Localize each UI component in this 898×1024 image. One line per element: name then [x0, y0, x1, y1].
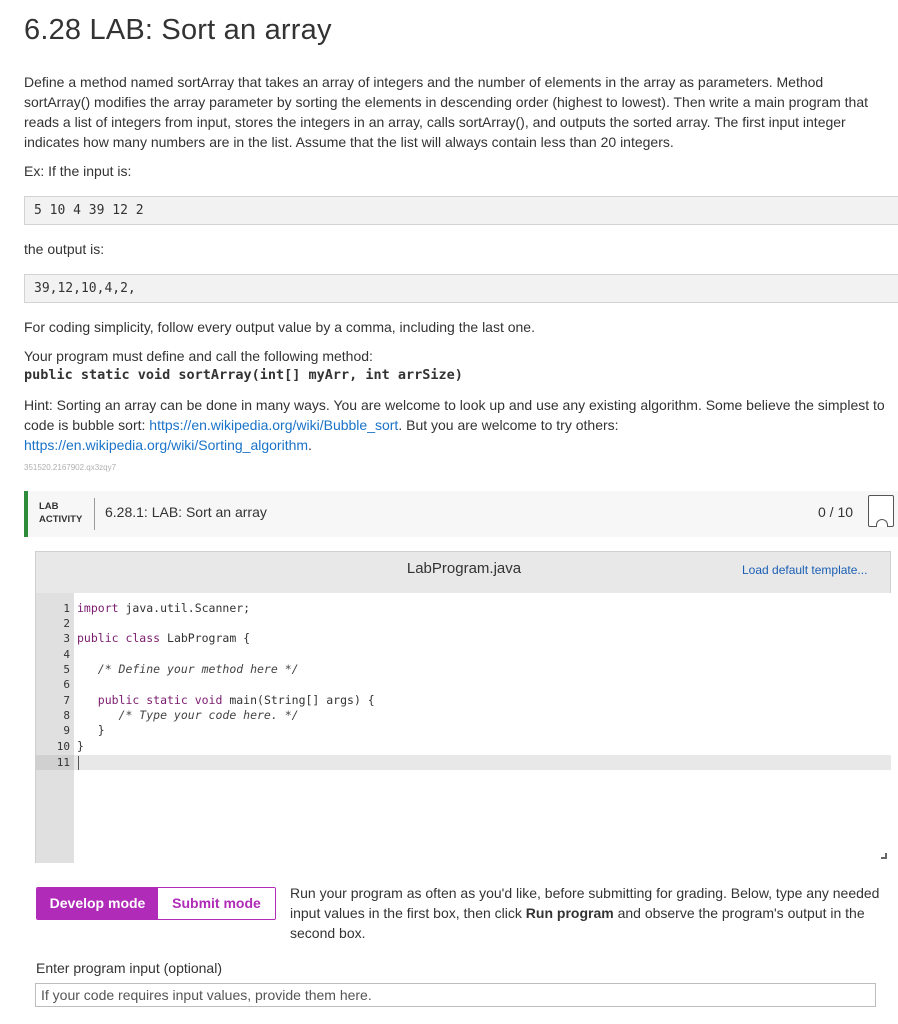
line-number: 6: [63, 678, 70, 691]
code-line: [77, 601, 250, 616]
code-keyword: public static void: [77, 693, 223, 707]
code-line: /* Define your method here */: [77, 662, 299, 676]
load-default-template-link[interactable]: Load default template...: [742, 563, 868, 577]
score-badge-icon: [868, 495, 894, 527]
code-keyword: import: [77, 601, 119, 615]
lab-header-divider: [94, 498, 95, 530]
develop-mode-button[interactable]: Develop mode: [37, 888, 158, 919]
code-editor-panel: [35, 551, 891, 863]
code-line: }: [77, 739, 84, 753]
line-number: 10: [56, 740, 70, 753]
code-text: LabProgram {: [160, 631, 251, 645]
run-help-after: and observe the program's output in the second box.: [290, 905, 865, 941]
comma-note: For coding simplicity, follow every output value by a comma, including the last one.: [24, 319, 535, 335]
activity-id: 351520.2167902.qx3zqy7: [24, 463, 117, 472]
run-help-bold: Run program: [525, 905, 614, 921]
code-line: /* Type your code here. */: [77, 708, 299, 722]
lab-activity-header: [24, 491, 898, 537]
line-number: 4: [63, 648, 70, 661]
code-keyword: public class: [77, 631, 161, 645]
method-intro: Your program must define and call the following method:: [24, 348, 373, 364]
hint-prefix: Hint: Sorting an array can be done in many ways. You are welcome to look up and use any existing algorithm. Some believe the simplest to code is bubble sort:: [24, 397, 885, 433]
method-signature: public static void sortArray(int[] myArr, int arrSize): [24, 367, 463, 383]
hint-middle: . But you are welcome to try others:: [398, 417, 619, 433]
line-number: 5: [63, 663, 70, 676]
hint-suffix: .: [308, 437, 312, 453]
line-number: 11: [56, 756, 70, 769]
lab-activity-tag: [39, 500, 82, 526]
program-input-field[interactable]: [35, 983, 876, 1007]
editor-filename: LabProgram.java: [406, 560, 522, 577]
line-number: 8: [63, 709, 70, 722]
sorting-algorithm-link[interactable]: https://en.wikipedia.org/wiki/Sorting_algorithm: [24, 437, 309, 453]
example-intro: Ex: If the input is:: [24, 163, 132, 179]
active-line-highlight: [36, 755, 891, 770]
lab-name: 6.28.1: LAB: Sort an array: [105, 504, 267, 520]
example-input-box: 5 10 4 39 12 2: [24, 196, 898, 225]
line-number: 3: [63, 632, 70, 645]
program-input-label: Enter program input (optional): [36, 960, 222, 976]
code-text: java.util.Scanner;: [118, 601, 251, 615]
problem-description: Define a method named sortArray that takes an array of integers and the number of elements in the array as parameters. Method sortArray() modifies the array parameter by sorting the elements in descending order (highest to lowest). Then write a main program that reads a list of integers from input, stores the integers in an array, calls sortArray(), and outputs the sorted array. The first input integer indicates how many numbers are in the list. Assume that the list will always contain less than 20 integers.: [24, 74, 869, 150]
output-intro: the output is:: [24, 241, 105, 257]
code-line: }: [77, 723, 105, 737]
code-text: main(String[] args) {: [222, 693, 375, 707]
code-editor[interactable]: [36, 593, 891, 863]
example-output-box: 39,12,10,4,2,: [24, 274, 898, 303]
page-title: 6.28 LAB: Sort an array: [24, 14, 332, 46]
hint-text: [24, 395, 890, 455]
code-line: [77, 693, 375, 708]
lab-tag-line1: LAB: [39, 501, 59, 512]
lab-tag-line2: ACTIVITY: [39, 514, 83, 525]
resize-handle-icon[interactable]: [881, 853, 887, 859]
run-instructions: [290, 883, 890, 943]
code-line: [77, 631, 250, 646]
mode-toggle: [36, 887, 276, 920]
lab-score: 0 / 10: [818, 504, 854, 520]
line-number: 2: [63, 617, 70, 630]
run-help-before: Run your program as often as you'd like, before submitting for grading. Below, type any needed input values in the first box, then click: [290, 885, 880, 921]
line-number: 1: [63, 602, 70, 615]
submit-mode-button[interactable]: Submit mode: [158, 888, 275, 919]
line-number: 7: [63, 694, 70, 707]
line-number: 9: [63, 724, 70, 737]
text-cursor: [78, 756, 79, 770]
bubble-sort-link[interactable]: https://en.wikipedia.org/wiki/Bubble_sort: [149, 417, 399, 433]
